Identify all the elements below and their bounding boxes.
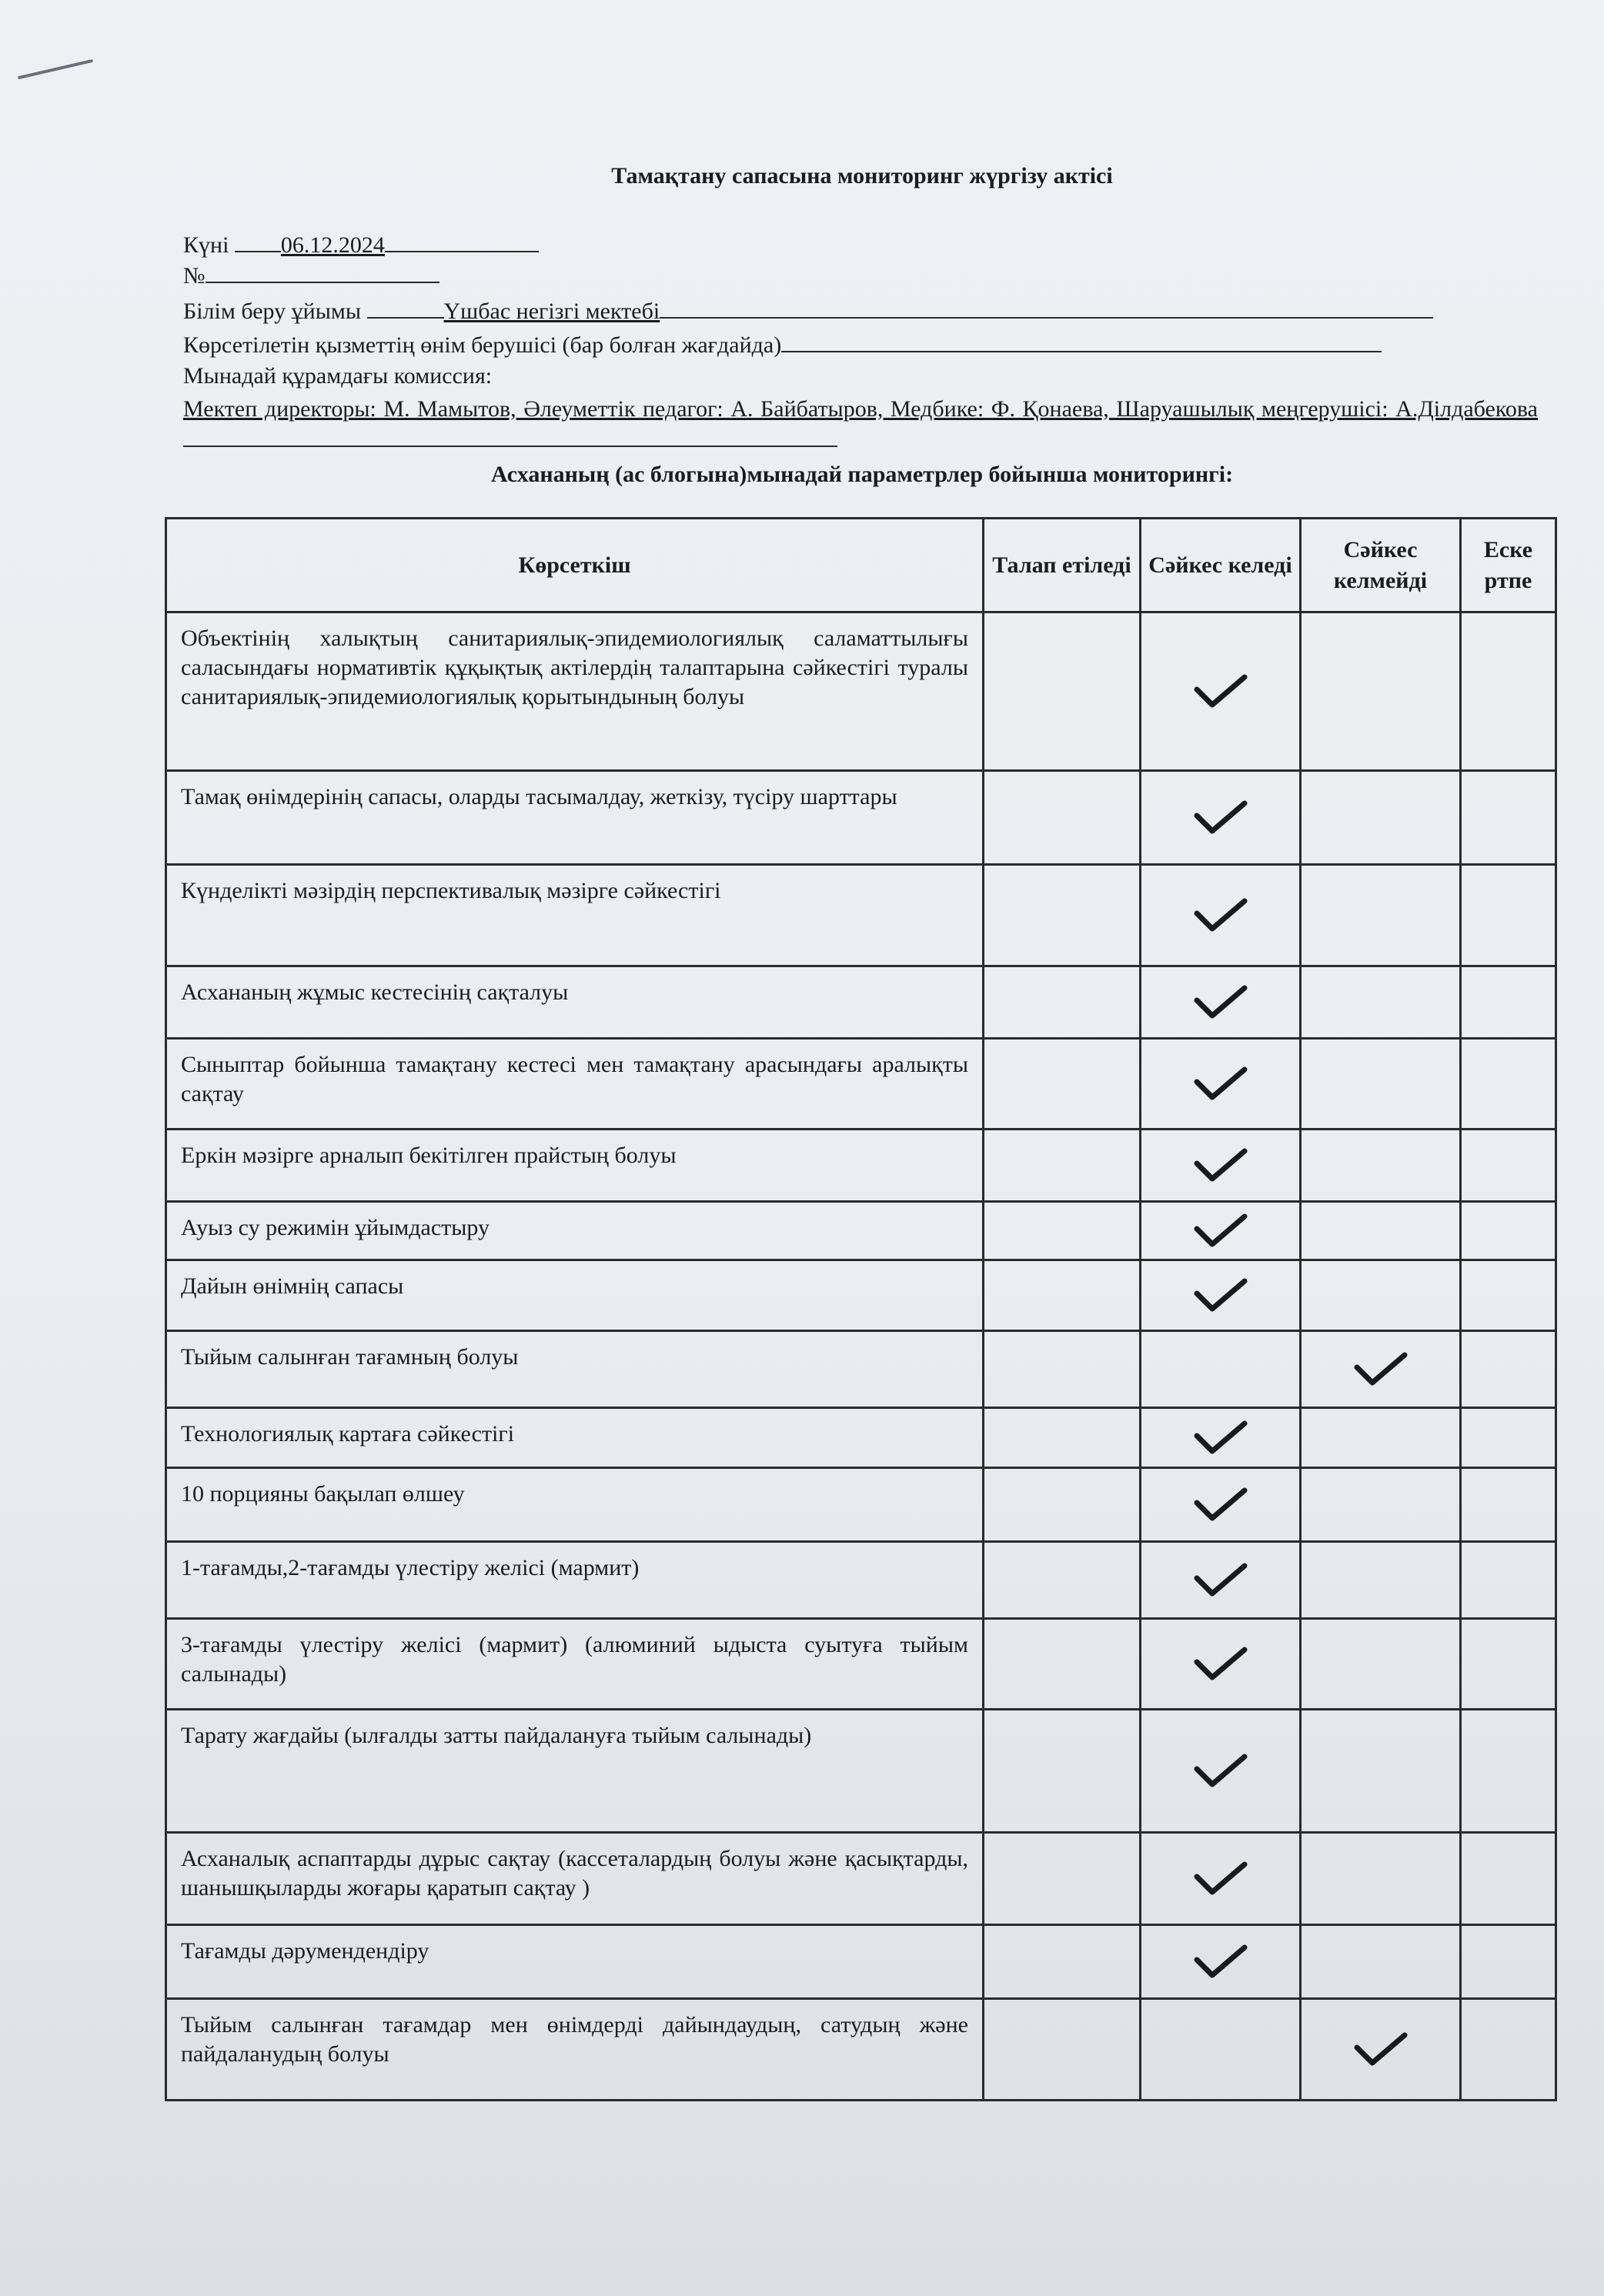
indicator-cell: Тыйым салынған тағамдар мен өнімдерді дайындаудың, сатудың және пайдаланудың болуы — [166, 1999, 984, 2101]
note-cell — [1461, 1130, 1556, 1202]
required-cell — [984, 1925, 1141, 1999]
checkmark-icon — [1194, 983, 1248, 1022]
not-complies-cell — [1301, 1710, 1461, 1833]
note-cell — [1461, 1542, 1556, 1619]
table-row — [166, 1925, 1556, 1999]
complies-cell — [1141, 1999, 1301, 2101]
required-cell — [984, 1408, 1141, 1468]
staple — [18, 59, 93, 79]
checkmark-icon — [1194, 672, 1248, 711]
not-complies-cell — [1301, 1331, 1461, 1408]
indicator-cell: Объектінің халықтың санитариялық-эпидемиологиялық саламаттылығы саласындағы нормативтік құқықтық актілердің талаптарына сәйкестігі туралы санитариялық-эпидемиологиялық қорытындының болуы — [166, 612, 984, 771]
not-complies-cell — [1301, 612, 1461, 771]
indicator-cell: 10 порцияны бақылап өлшеу — [166, 1468, 984, 1542]
required-cell — [984, 966, 1141, 1039]
not-complies-cell — [1301, 1925, 1461, 1999]
checkmark-icon — [1354, 2031, 1408, 2069]
indicator-cell: Асханалық аспаптарды дұрыс сақтау (кассеталардың болуы және қасықтарды, шанышқыларды жоғары қаратып сақтау ) — [166, 1833, 984, 1925]
checkmark-icon — [1194, 896, 1248, 935]
required-cell — [984, 771, 1141, 865]
table-row — [166, 1202, 1556, 1260]
not-complies-cell — [1301, 966, 1461, 1039]
complies-cell — [1141, 1925, 1301, 1999]
required-cell — [984, 612, 1141, 771]
note-cell — [1461, 612, 1556, 771]
required-cell — [984, 1260, 1141, 1331]
table-row — [166, 1408, 1556, 1468]
checkmark-icon — [1194, 1486, 1248, 1524]
date-line — [183, 231, 539, 259]
indicator-cell: 3-тағамды үлестіру желісі (мармит) (алюминий ыдыста суытуға тыйым салынады) — [166, 1619, 984, 1710]
required-cell — [984, 1619, 1141, 1710]
table-row — [166, 1619, 1556, 1710]
required-cell — [984, 1331, 1141, 1408]
indicator-cell: Дайын өнімнің сапасы — [166, 1260, 984, 1331]
complies-cell — [1141, 1260, 1301, 1331]
note-cell — [1461, 1039, 1556, 1130]
date-value: 06.12.2024 — [280, 232, 385, 258]
checkmark-icon — [1354, 1350, 1408, 1389]
checkmark-icon — [1194, 1561, 1248, 1600]
note-cell — [1461, 865, 1556, 966]
not-complies-cell — [1301, 1202, 1461, 1260]
note-cell — [1461, 771, 1556, 865]
required-cell — [984, 1039, 1141, 1130]
complies-cell — [1141, 1468, 1301, 1542]
complies-cell — [1141, 612, 1301, 771]
required-cell — [984, 1542, 1141, 1619]
indicator-cell: Тамақ өнімдерінің сапасы, оларды тасымалдау, жеткізу, түсіру шарттары — [166, 771, 984, 865]
org-line — [183, 297, 1433, 325]
note-cell — [1461, 1468, 1556, 1542]
note-cell — [1461, 966, 1556, 1039]
required-cell — [984, 1468, 1141, 1542]
required-cell — [984, 1999, 1141, 2101]
table-row — [166, 1260, 1556, 1331]
complies-cell — [1141, 865, 1301, 966]
complies-cell — [1141, 1202, 1301, 1260]
checkmark-icon — [1194, 1146, 1248, 1185]
date-label: Күні — [183, 232, 229, 258]
not-complies-cell — [1301, 1408, 1461, 1468]
indicator-cell: Асхананың жұмыс кестесінің сақталуы — [166, 966, 984, 1039]
number-label: № — [183, 263, 206, 289]
table-row — [166, 1542, 1556, 1619]
checkmark-icon — [1194, 1752, 1248, 1790]
table-row — [166, 865, 1556, 966]
not-complies-cell — [1301, 1468, 1461, 1542]
table-row — [166, 612, 1556, 771]
indicator-cell: Сыныптар бойынша тамақтану кестесі мен тамақтану арасындағы аралықты сақтау — [166, 1039, 984, 1130]
indicator-cell: 1-тағамды,2-тағамды үлестіру желісі (мармит) — [166, 1542, 984, 1619]
number-line — [183, 262, 439, 289]
indicator-cell: Тыйым салынған тағамның болуы — [166, 1331, 984, 1408]
complies-cell — [1141, 1130, 1301, 1202]
header-complies: Сәйкес келеді — [1141, 519, 1301, 612]
monitoring-table — [165, 517, 1557, 2101]
checkmark-icon — [1194, 1645, 1248, 1684]
org-value: Үшбас негізгі мектебі — [443, 299, 660, 324]
checkmark-icon — [1194, 1419, 1248, 1457]
required-cell — [984, 1130, 1141, 1202]
note-cell — [1461, 1202, 1556, 1260]
complies-cell — [1141, 966, 1301, 1039]
indicator-cell: Күнделікті мәзірдің перспективалық мәзірге сәйкестігі — [166, 865, 984, 966]
complies-cell — [1141, 1710, 1301, 1833]
checkmark-icon — [1194, 1065, 1248, 1103]
not-complies-cell — [1301, 1542, 1461, 1619]
not-complies-cell — [1301, 1999, 1461, 2101]
header-not-complies: Сәйкес келмейді — [1301, 519, 1461, 612]
table-row — [166, 771, 1556, 865]
commission-label: Мынадай құрамдағы комиссия: — [183, 363, 493, 389]
note-cell — [1461, 1925, 1556, 1999]
document-title: Тамақтану сапасына мониторинг жүргізу актісі — [611, 163, 1113, 189]
required-cell — [984, 865, 1141, 966]
note-cell — [1461, 1833, 1556, 1925]
required-cell — [984, 1710, 1141, 1833]
note-cell — [1461, 1260, 1556, 1331]
complies-cell — [1141, 771, 1301, 865]
org-label: Білім беру ұйымы — [183, 299, 361, 324]
table-row — [166, 1130, 1556, 1202]
indicator-cell: Ауыз су режимін ұйымдастыру — [166, 1202, 984, 1260]
table-row — [166, 1039, 1556, 1130]
table-row — [166, 1710, 1556, 1833]
not-complies-cell — [1301, 1130, 1461, 1202]
complies-cell — [1141, 1408, 1301, 1468]
indicator-cell: Тағамды дәрумендендіру — [166, 1925, 984, 1999]
provider-label: Көрсетілетін қызметтің өнім берушісі (бар болған жағдайда) — [183, 332, 782, 358]
checkmark-icon — [1194, 1276, 1248, 1315]
note-cell — [1461, 1408, 1556, 1468]
provider-line — [183, 331, 1382, 359]
required-cell — [984, 1833, 1141, 1925]
checkmark-icon — [1194, 1860, 1248, 1898]
not-complies-cell — [1301, 1039, 1461, 1130]
not-complies-cell — [1301, 865, 1461, 966]
table-header-row — [166, 519, 1556, 612]
monitoring-subtitle: Асхананың (ас блогына)мынадай параметрлер бойынша мониторингі: — [490, 462, 1234, 487]
table-row — [166, 966, 1556, 1039]
checkmark-icon — [1194, 799, 1248, 837]
header-required: Талап етіледі — [984, 519, 1141, 612]
checkmark-icon — [1194, 1943, 1248, 1981]
indicator-cell: Еркін мәзірге арналып бекітілген прайстың болуы — [166, 1130, 984, 1202]
checkmark-icon — [1194, 1212, 1248, 1250]
not-complies-cell — [1301, 1260, 1461, 1331]
header-indicator: Көрсеткіш — [166, 519, 984, 612]
indicator-cell: Технологиялық картаға сәйкестігі — [166, 1408, 984, 1468]
not-complies-cell — [1301, 771, 1461, 865]
not-complies-cell — [1301, 1833, 1461, 1925]
note-cell — [1461, 1999, 1556, 2101]
indicator-cell: Тарату жағдайы (ылғалды затты пайдалануға тыйым салынады) — [166, 1710, 984, 1833]
note-cell — [1461, 1619, 1556, 1710]
commission-members: Мектеп директоры: М. Мамытов, Әлеуметтік педагог: А. Байбатыров, Медбике: Ф. Қонаева, Шаруашылық меңгерушісі: А.Ділдабекова — [183, 394, 1538, 456]
header-note: Еске ртпе — [1461, 519, 1556, 612]
complies-cell — [1141, 1039, 1301, 1130]
complies-cell — [1141, 1619, 1301, 1710]
note-cell — [1461, 1331, 1556, 1408]
complies-cell — [1141, 1331, 1301, 1408]
table-row — [166, 1331, 1556, 1408]
table-row — [166, 1833, 1556, 1925]
table-row — [166, 1468, 1556, 1542]
complies-cell — [1141, 1833, 1301, 1925]
table-row — [166, 1999, 1556, 2101]
not-complies-cell — [1301, 1619, 1461, 1710]
note-cell — [1461, 1710, 1556, 1833]
required-cell — [984, 1202, 1141, 1260]
complies-cell — [1141, 1542, 1301, 1619]
